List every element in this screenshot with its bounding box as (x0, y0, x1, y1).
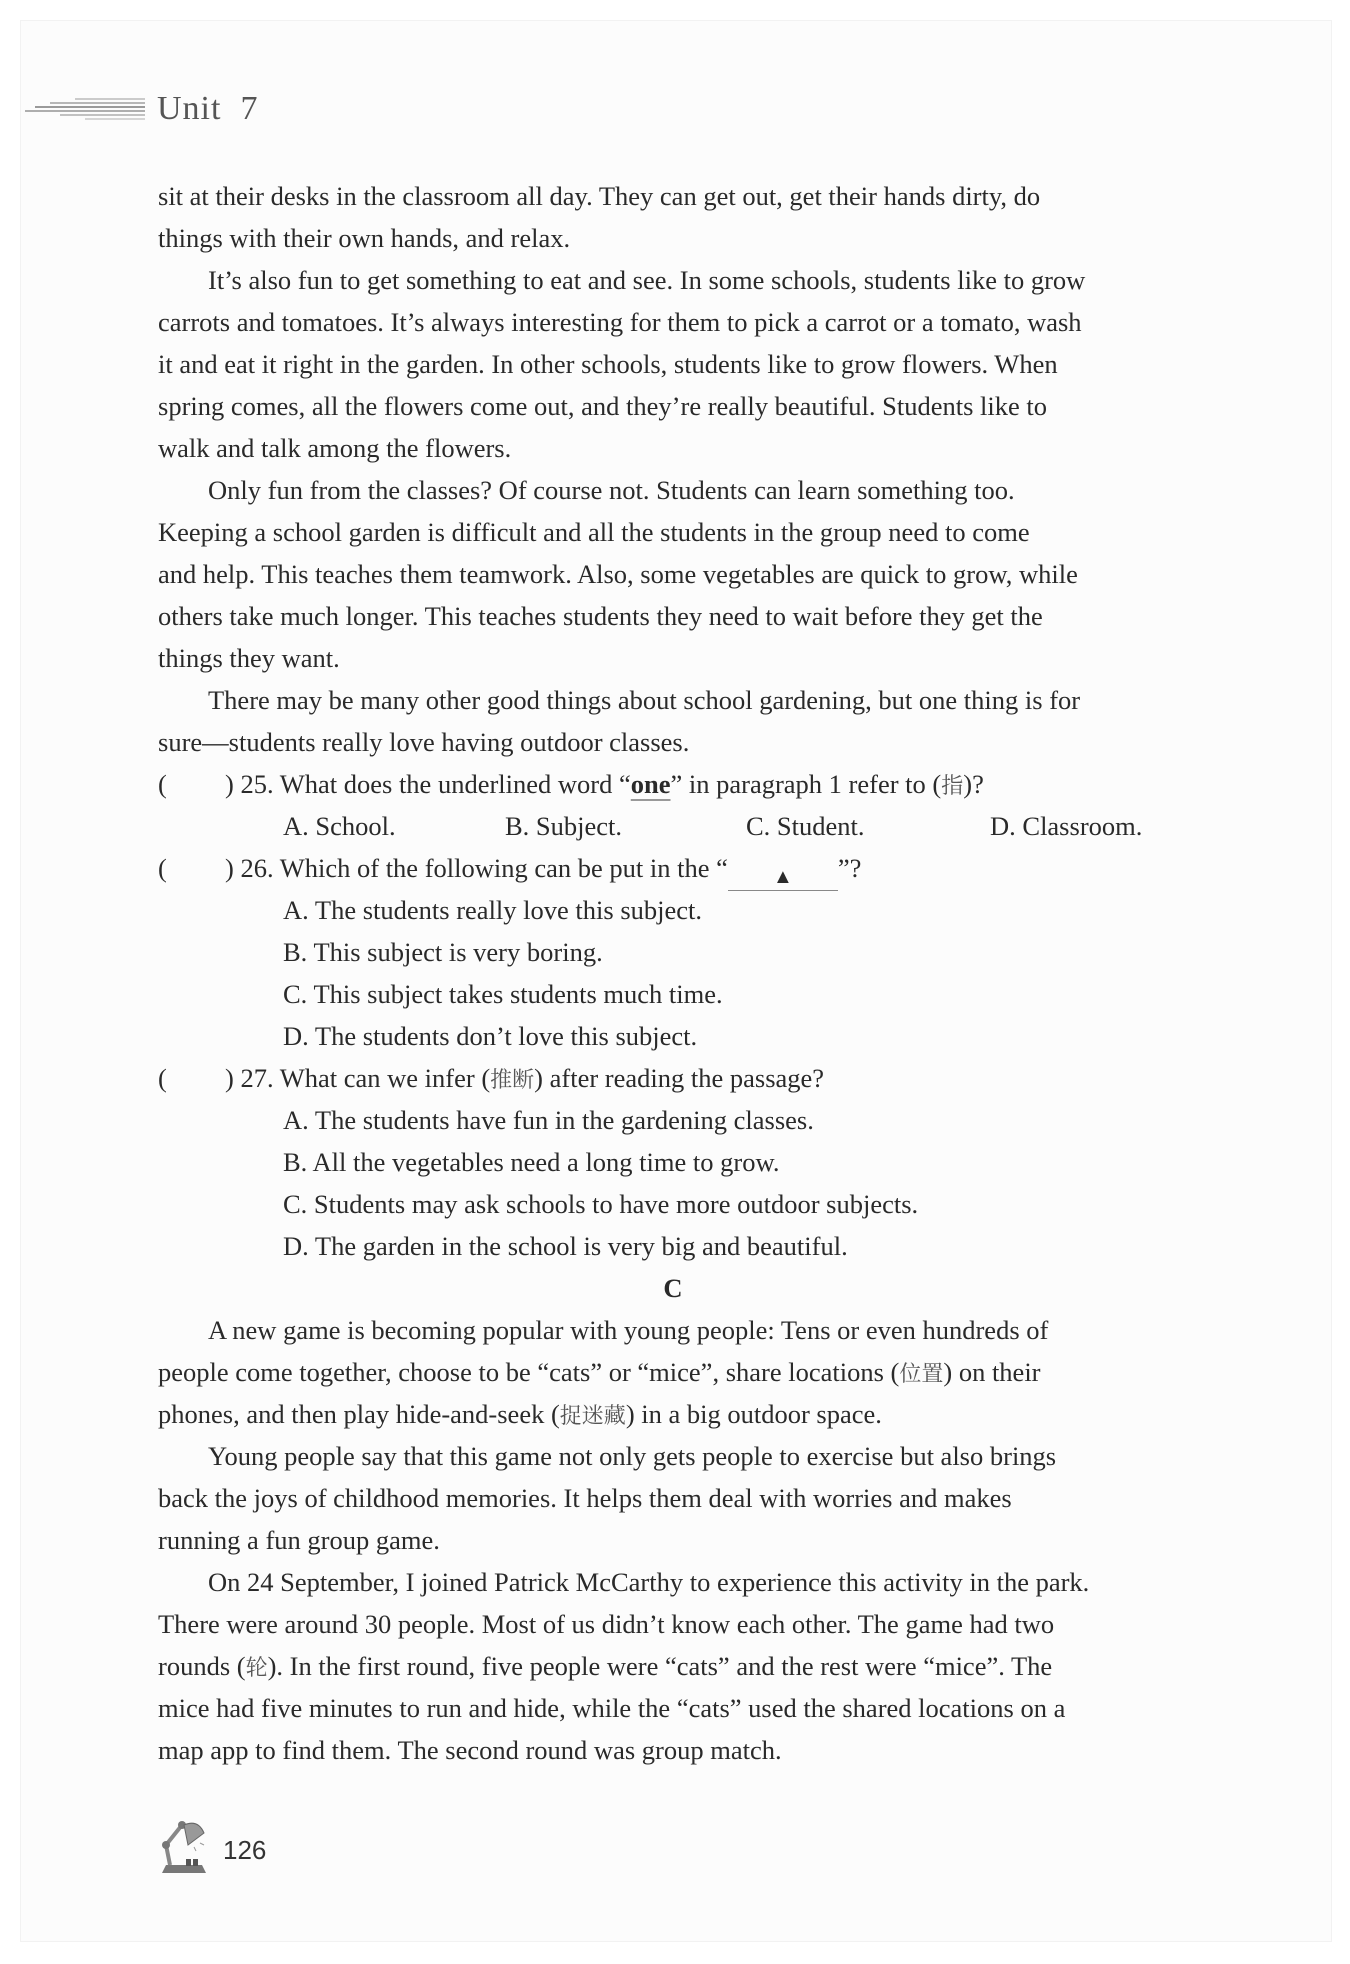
section-heading-c: C (663, 1273, 683, 1303)
text-line: Keeping a school garden is difficult and all the students in the group need to come (158, 517, 1030, 547)
text-line: map app to find them. The second round was group match. (158, 1735, 782, 1765)
option-d: D. The garden in the school is very big and beautiful. (283, 1231, 848, 1261)
answer-bracket-right: ) 27. What can we infer (推断) after reading the passage? (225, 1063, 825, 1093)
option-d: D. Classroom. (990, 811, 1143, 841)
option-a: A. The students have fun in the gardening classes. (283, 1105, 814, 1135)
text-line: rounds (轮). In the first round, five people were “cats” and the rest were “mice”. The (158, 1651, 1053, 1681)
text-line: things with their own hands, and relax. (158, 223, 571, 253)
paragraph (158, 469, 1188, 679)
question-27 (158, 1057, 1188, 1267)
text-line: running a fun group game. (158, 1525, 440, 1555)
text-line: walk and talk among the flowers. (158, 433, 512, 463)
options-row (158, 805, 1188, 847)
text-line: There were around 30 people. Most of us didn’t know each other. The game had two (158, 1609, 1055, 1639)
text-line: On 24 September, I joined Patrick McCarthy to experience this activity in the park. (208, 1567, 1090, 1597)
desk-lamp-icon (158, 1815, 218, 1875)
answer-bracket-right: ) 25. What does the underlined word “one” in paragraph 1 refer to (指)? (225, 769, 984, 799)
unit-title: Unit 7 (157, 90, 259, 127)
text-line: and help. This teaches them teamwork. Also, some vegetables are quick to grow, while (158, 559, 1078, 589)
answer-bracket-left: ( (158, 853, 167, 883)
text-line: things they want. (158, 643, 340, 673)
text-line: mice had five minutes to run and hide, while the “cats” used the shared locations on a (158, 1693, 1066, 1723)
option-c: C. Student. (746, 811, 865, 841)
question-26 (158, 847, 1188, 1057)
option-b: B. Subject. (505, 811, 623, 841)
blank-triangle-icon: ▲ (728, 856, 838, 891)
question-number: 25. (240, 769, 274, 799)
text-line: phones, and then play hide-and-seek (捉迷藏) in a big outdoor space. (158, 1399, 882, 1429)
page-number: 126 (223, 1835, 267, 1865)
question-25 (158, 763, 1188, 847)
text-line: Only fun from the classes? Of course not. Students can learn something too. (208, 475, 1015, 505)
underlined-word: one (630, 769, 671, 799)
paragraph (158, 1309, 1188, 1435)
text-line: it and eat it right in the garden. In other schools, students like to grow flowers. When (158, 349, 1058, 379)
answer-bracket-left: ( (158, 769, 167, 799)
text-line: sit at their desks in the classroom all day. They can get out, get their hands dirty, do (158, 181, 1041, 211)
text-line: back the joys of childhood memories. It helps them deal with worries and makes (158, 1483, 1012, 1513)
answer-bracket-right: ) 26. Which of the following can be put in the “ ▲ ”? (225, 847, 861, 891)
question-stem (158, 847, 1188, 889)
page-header (15, 90, 315, 130)
option-b: B. This subject is very boring. (283, 937, 603, 967)
option-b: B. All the vegetables need a long time to grow. (283, 1147, 780, 1177)
text-line: Young people say that this game not only gets people to exercise but also brings (208, 1441, 1057, 1471)
text-line: people come together, choose to be “cats” or “mice”, share locations (位置) on their (158, 1357, 1041, 1387)
paragraph (158, 679, 1188, 763)
text-line: carrots and tomatoes. It’s always interesting for them to pick a carrot or a tomato, wash (158, 307, 1082, 337)
text-line: It’s also fun to get something to eat and see. In some schools, students like to grow (208, 265, 1086, 295)
option-c: C. This subject takes students much time. (283, 979, 723, 1009)
page-footer (158, 1815, 358, 1875)
option-a: A. The students really love this subject. (283, 895, 703, 925)
text-line: others take much longer. This teaches students they need to wait before they get the (158, 601, 1043, 631)
question-number: 26. (240, 853, 274, 883)
question-number: 27. (240, 1063, 274, 1093)
option-d: D. The students don’t love this subject. (283, 1021, 698, 1051)
paragraph (158, 175, 1188, 259)
header-stripes-decoration (15, 98, 145, 120)
option-a: A. School. (283, 811, 396, 841)
text-line: A new game is becoming popular with young people: Tens or even hundreds of (208, 1315, 1049, 1345)
text-line: spring comes, all the flowers come out, and they’re really beautiful. Students like to (158, 391, 1047, 421)
paragraph (158, 259, 1188, 469)
text-line: sure—students really love having outdoor classes. (158, 727, 690, 757)
question-stem (158, 763, 1188, 805)
text-line: There may be many other good things about school gardening, but one thing is for (208, 685, 1081, 715)
page-body (158, 175, 1188, 1771)
question-stem (158, 1057, 1188, 1099)
option-c: C. Students may ask schools to have more outdoor subjects. (283, 1189, 919, 1219)
paragraph (158, 1435, 1188, 1561)
answer-bracket-left: ( (158, 1063, 167, 1093)
paragraph (158, 1561, 1188, 1771)
